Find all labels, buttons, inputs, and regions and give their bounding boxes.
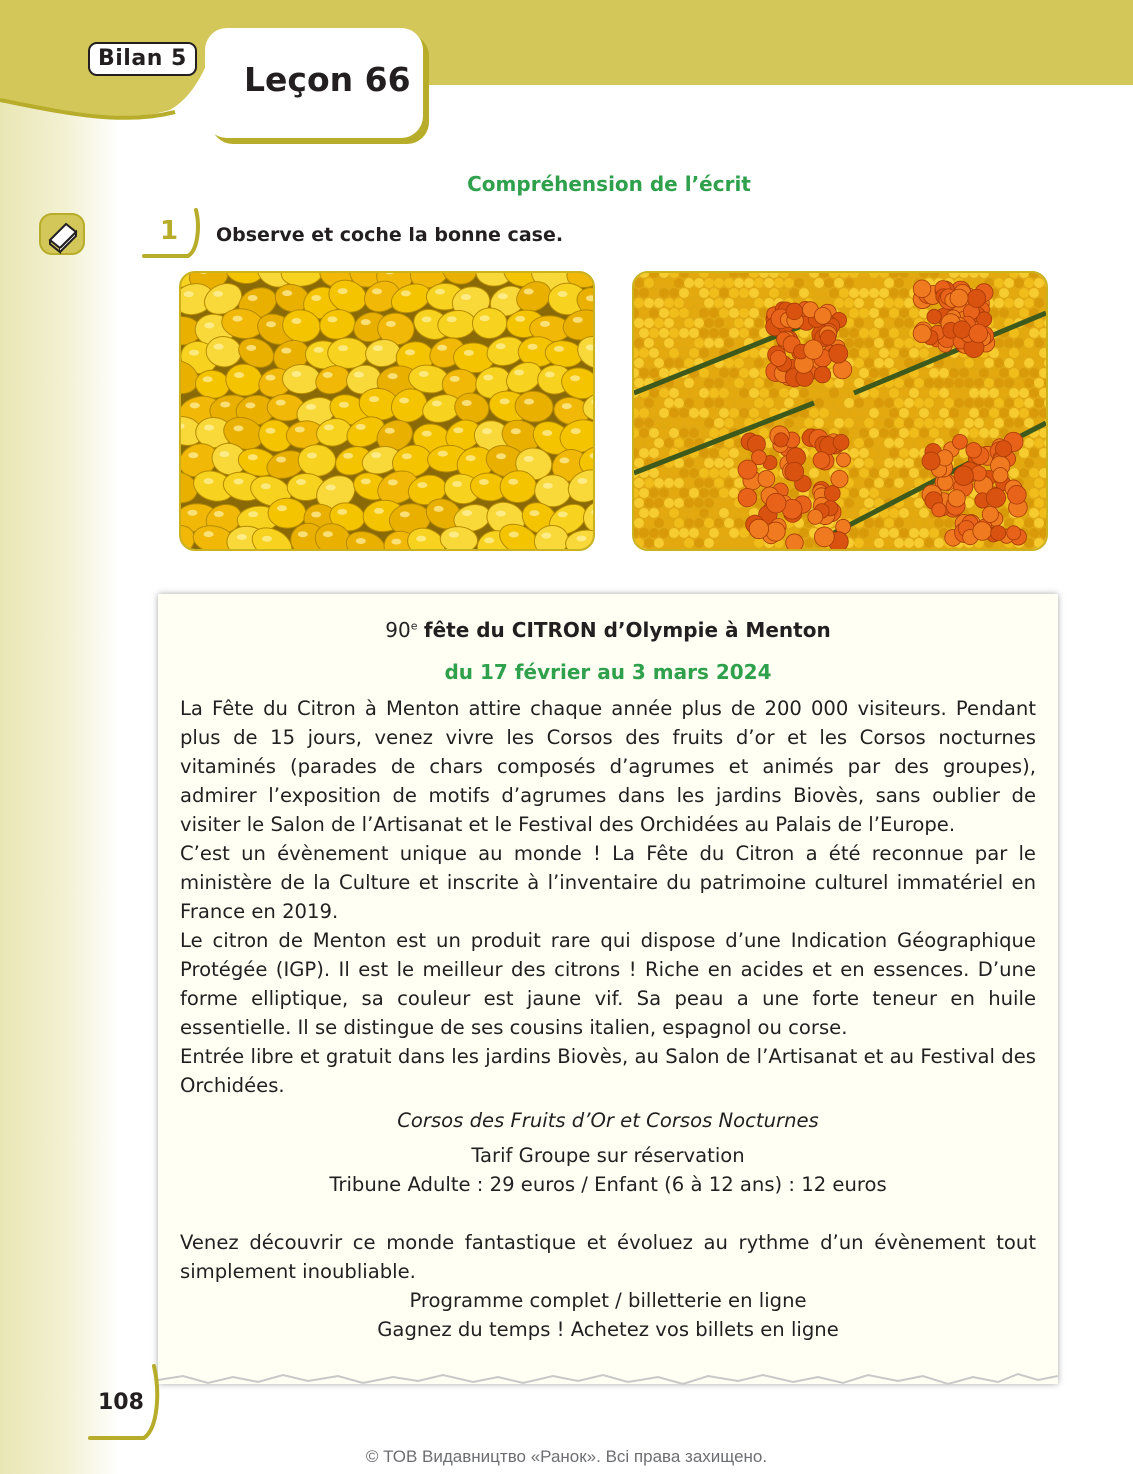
lesson-title: Leçon 66 xyxy=(244,60,411,99)
lemons-photo xyxy=(179,271,595,551)
article-body xyxy=(180,694,1036,1344)
cta-line-1: Programme complet / billetterie en ligne xyxy=(409,1289,807,1312)
torn-edge xyxy=(158,1362,1058,1392)
article-card xyxy=(158,594,1058,1384)
article-paragraph: Le citron de Menton est un produit rare qui dispose d’une Indication Géographique Protégée (IGP). Il est le meilleur des citrons ! Riche en acides et en essences. D’une forme elliptique, sa couleur est jaune vif. Sa peau a une forte teneur en huile essentielle. Il se distingue de ses cousins italien, espagnol ou corse. xyxy=(180,929,1036,1039)
copyright-footer: © ТОВ Видавництво «Ранок». Всі права захищено. xyxy=(365,1447,768,1466)
corsos-title: Corsos des Fruits d’Or et Corsos Nocturnes xyxy=(397,1109,819,1132)
article-title-text: fête du CITRON d’Olympie à Menton xyxy=(423,618,831,642)
page-number: 108 xyxy=(98,1390,144,1415)
exercise-instruction: Observe et coche la bonne case. xyxy=(216,224,564,246)
article-paragraph: La Fête du Citron à Menton attire chaque année plus de 200 000 visiteurs. Pendant plus de 15 jours, venez vivre les Corsos des fruits d’or et les Corsos nocturnes vitaminés (parades de chars composés d’agrumes et animés par des groupes), admirer l’exposition de motifs d’agrumes dans les jardins Biovès, sans oublier de visiter le Salon de l’Artisanat et le Festival des Orchidées au Palais de l’Europe. xyxy=(180,697,1036,836)
article-title-sup: e xyxy=(410,619,418,633)
section-title: Compréhension de l’écrit xyxy=(467,172,751,196)
bilan-badge: Bilan 5 xyxy=(88,42,197,76)
article-dates: du 17 février au 3 mars 2024 xyxy=(444,660,772,684)
book-icon xyxy=(38,210,86,258)
article-title xyxy=(158,618,1058,642)
citrus-sculptures-photo xyxy=(632,271,1048,551)
tarif-line-2: Tribune Adulte : 29 euros / Enfant (6 à 12 ans) : 12 euros xyxy=(329,1173,887,1196)
article-paragraph: C’est un évènement unique au monde ! La Fête du Citron a été reconnue par le ministère de la Culture et inscrite à l’inventaire du patrimoine culturel immatériel en France en 2019. xyxy=(180,842,1036,923)
closing-text: Venez découvrir ce monde fantastique et évoluez au rythme d’un évènement tout simplement inoubliable. xyxy=(180,1231,1036,1283)
cta-line-2: Gagnez du temps ! Achetez vos billets en ligne xyxy=(377,1318,839,1341)
article-paragraph: Entrée libre et gratuit dans les jardins Biovès, au Salon de l’Artisanat et au Festival des Orchidées. xyxy=(180,1045,1036,1097)
article-title-number: 90 xyxy=(385,618,411,642)
exercise-number: 1 xyxy=(160,216,179,246)
tarif-line-1: Tarif Groupe sur réservation xyxy=(471,1144,745,1167)
